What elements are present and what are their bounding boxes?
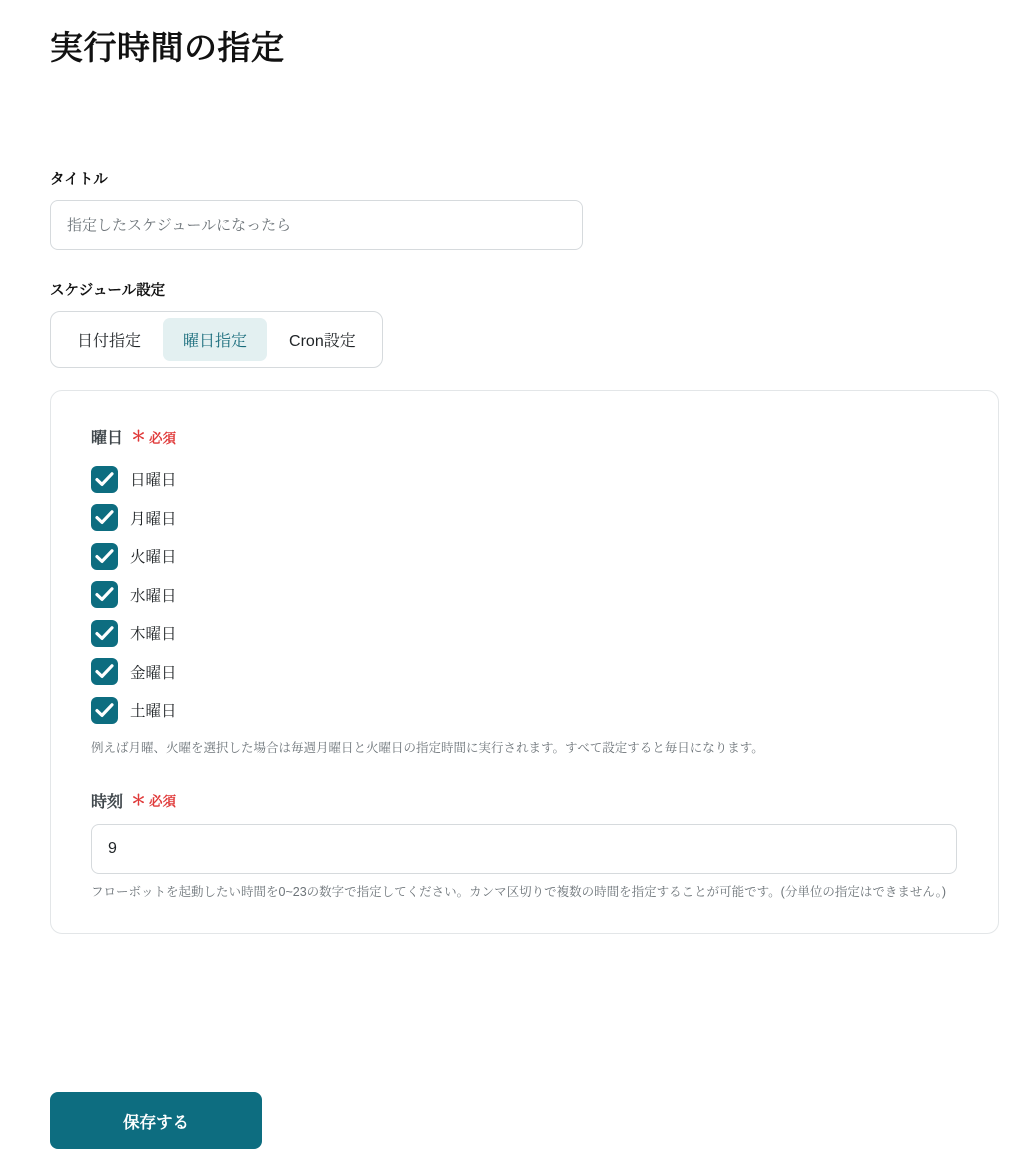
list-item[interactable]	[91, 537, 958, 576]
weekday-checkbox-list	[91, 460, 958, 730]
checkbox-label-friday: 金曜日	[130, 664, 177, 682]
title-input[interactable]	[50, 200, 583, 250]
checkbox-saturday[interactable]	[91, 697, 118, 724]
checkbox-thursday[interactable]	[91, 620, 118, 647]
schedule-settings-label-wrap	[50, 279, 963, 300]
title-field-label-wrap	[50, 168, 963, 189]
required-star-icon: ＊	[131, 428, 147, 445]
time-input[interactable]	[91, 824, 957, 874]
checkbox-sunday[interactable]	[91, 466, 118, 493]
checkbox-label-wednesday: 水曜日	[130, 587, 177, 605]
tab-cron[interactable]: Cron設定	[269, 318, 376, 361]
list-item[interactable]	[91, 499, 958, 538]
weekday-group-label	[91, 425, 958, 448]
checkbox-monday[interactable]	[91, 504, 118, 531]
checkbox-wednesday[interactable]	[91, 581, 118, 608]
list-item[interactable]	[91, 576, 958, 615]
checkbox-tuesday[interactable]	[91, 543, 118, 570]
required-star-icon: ＊	[131, 791, 147, 809]
weekday-settings-panel	[50, 390, 999, 934]
time-group-label-text: 時刻	[91, 793, 124, 811]
page-title: 実行時間の指定	[50, 29, 285, 66]
checkbox-label-tuesday: 火曜日	[130, 549, 177, 567]
save-button[interactable]: 保存する	[50, 1092, 262, 1149]
schedule-type-tabs	[50, 311, 383, 368]
list-item[interactable]	[91, 653, 958, 692]
time-required-badge	[131, 790, 176, 810]
weekday-group-label-text: 曜日	[91, 430, 124, 447]
list-item[interactable]	[91, 691, 958, 730]
weekday-required-badge	[131, 427, 176, 447]
tab-weekday[interactable]: 曜日指定	[163, 318, 267, 361]
tab-date[interactable]: 日付指定	[57, 318, 161, 361]
weekday-hint-text: 例えば月曜、火曜を選択した場合は毎週月曜日と火曜日の指定時間に実行されます。すべて設定すると毎日になります。	[91, 740, 764, 755]
list-item[interactable]	[91, 460, 958, 499]
checkbox-label-sunday: 日曜日	[130, 472, 177, 490]
schedule-settings-label: スケジュール設定	[50, 283, 166, 299]
checkbox-label-monday: 月曜日	[130, 510, 177, 528]
checkbox-label-saturday: 土曜日	[130, 703, 177, 721]
checkbox-friday[interactable]	[91, 658, 118, 685]
required-label: 必須	[149, 794, 177, 810]
required-label: 必須	[149, 430, 177, 446]
title-field-label: タイトル	[50, 172, 108, 188]
time-hint-text: フローボットを起動したい時間を0~23の数字で指定してください。カンマ区切りで複数の時間を指定することが可能です。(分単位の指定はできません。)	[91, 884, 946, 899]
time-group-label	[91, 789, 958, 812]
list-item[interactable]	[91, 614, 958, 653]
checkbox-label-thursday: 木曜日	[130, 626, 177, 644]
